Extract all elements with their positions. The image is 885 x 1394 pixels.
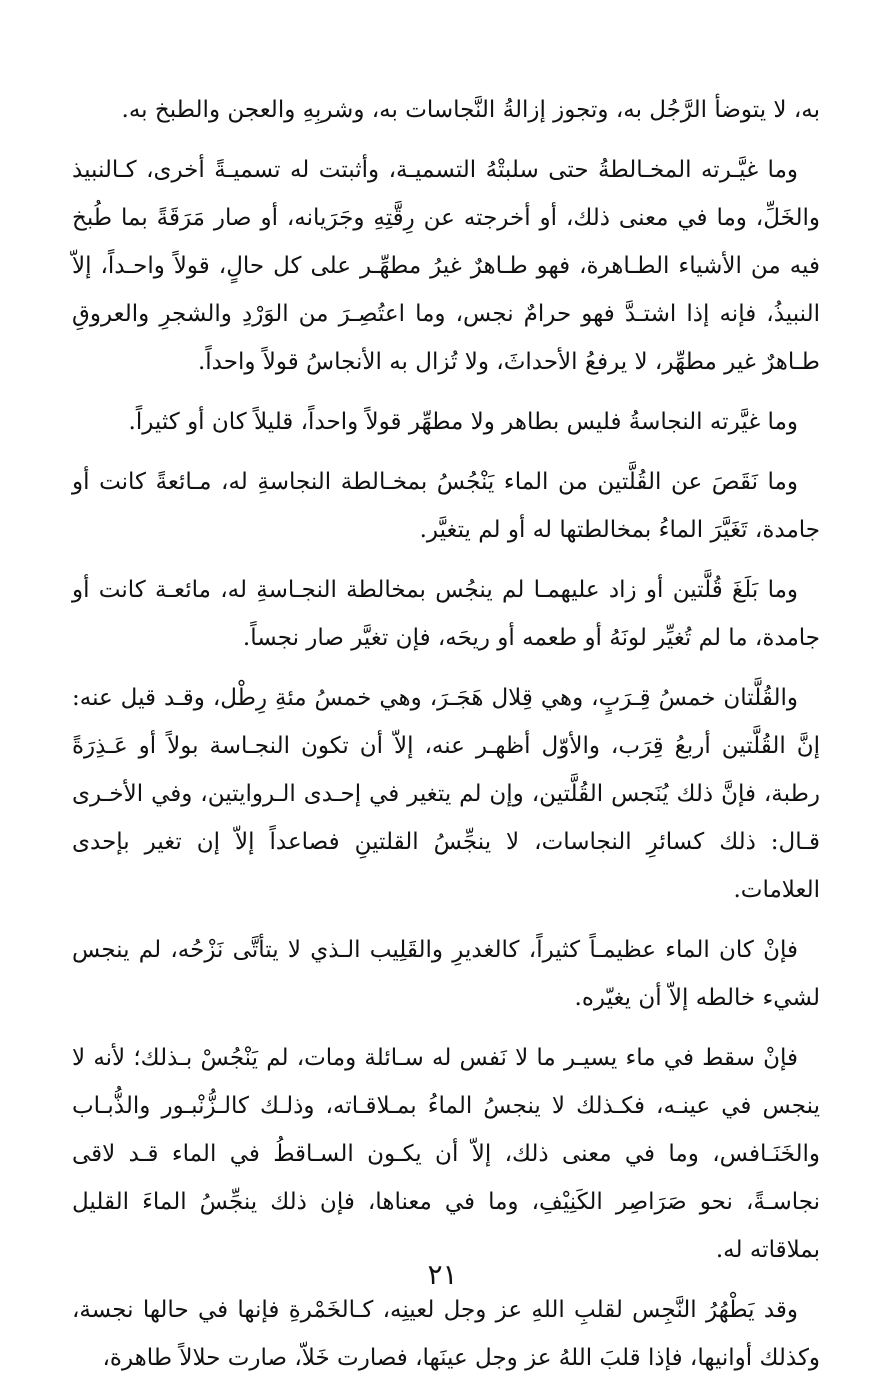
paragraph-qullatayn-definition: والقُلَّتان خمسُ قِـرَبٍ، وهي قِلال هَجَـرَ، وهي خمسُ مئةِ رِطْل، وقـد قيل عنه: إنَّ القُلَّتين أربعُ قِرَب، والأوّل أظهـر عنه، إلاّ أن تكون النجـاسة بولاً أو عَـذِرَةً رطبة، فإنَّ ذلك يُنَجس القُلَّتين، وإن لم يتغير في إحـدى الـروايتين، وفي الأخـرى قـال: ذلك كسائرِ النجاسات، لا ينجِّسُ القلتينِ فصاعداً إلاّ إن تغير بإحدى العلامات. [72, 685, 820, 903]
paragraph-transformation: وقد يَطْهُرُ النَّجِس لقلبِ اللهِ عز وجل لعينِه، كـالخَمْرةِ فإنها في حالها نجسة، وكذلك أوانيها، فإذا قلبَ اللهُ عز وجل عينَها، فصارت خَلاّ، صارت حلالاً طاهرة، [72, 1297, 820, 1371]
paragraph-qullatayn-reached: وما بَلَغَ قُلَّتين أو زاد عليهمـا لم ينجُس بمخالطة النجـاسةِ له، مائعـة كانت أو جامدة، ما لم تُغيِّر لونَهُ أو طعمه أو ريحَه، فإن تغيَّر صار نجساً. [72, 577, 820, 651]
page-number: ٢١ [427, 1258, 458, 1291]
paragraph-altered-water: وما غيَّـرته المخـالطةُ حتى سلبتْهُ التسميـة، وأثبتت له تسميـةً أخرى، كـالنبيذ والخَلِّ، وما في معنى ذلك، أو أخرجته عن رِقَّتِهِ وجَرَيانه، أو صار مَرَقَةً بما طُبخ فيه من الأشياء الطـاهرة، فهو طـاهرٌ غيرُ مطهِّـر على كل حالٍ، قولاً واحـداً، إلاّ النبيذُ، فإنه إذا اشتـدَّ فهو حرامٌ نجس، وما اعتُصِـرَ من الوَرْدِ والشجرِ والعروقِ طـاهرٌ غير مطهِّر، لا يرفعُ الأحداثَ، ولا تُزال به الأنجاسُ قولاً واحداً. [72, 157, 820, 375]
paragraph-continuation: به، لا يتوضأ الرَّجُل به، وتجوز إزالةُ النَّجاسات به، وشربِهِ والعجن والطبخ به. [121, 97, 820, 123]
paragraph-less-than-qullatayn: وما نَقَصَ عن القُلَّتين من الماء يَنْجُسُ بمخـالطة النجاسةِ له، مـائعةً كانت أو جامدة، تَغَيَّرَ الماءُ بمخالطتها له أو لم يتغيَّر. [72, 469, 820, 543]
paragraph-insects: فإنْ سقط في ماء يسيـر ما لا نَفس له سـائلة ومات، لم يَنْجُسْ بـذلك؛ لأنه لا ينجس في عينـه، فكـذلك لا ينجسُ الماءُ بمـلاقـاته، وذلـك كالـزُّنْبـور والذُّبـاب والخَنَـافس، وما في معنى ذلك، إلاّ أن يكـون السـاقطُ في الماء قـد لاقى نجاسـةً، نحو صَرَاصِر الكَنِيْفِ، وما في معناها، فإن ذلك ينجِّسُ الماءَ القليل بملاقاته له. [72, 1045, 820, 1263]
paragraph-impurity-altered: وما غيَّرته النجاسةُ فليس بطاهر ولا مطهِّر قولاً واحداً، قليلاً كان أو كثيراً. [128, 409, 798, 435]
page-body [72, 86, 820, 1394]
paragraph-large-water: فإنْ كان الماء عظيمـاً كثيراً، كالغديرِ والقَلِيب الـذي لا يتأتَّى نَزْحُه، لم ينجس لشيء خالطه إلاّ أن يغيّره. [72, 937, 820, 1011]
